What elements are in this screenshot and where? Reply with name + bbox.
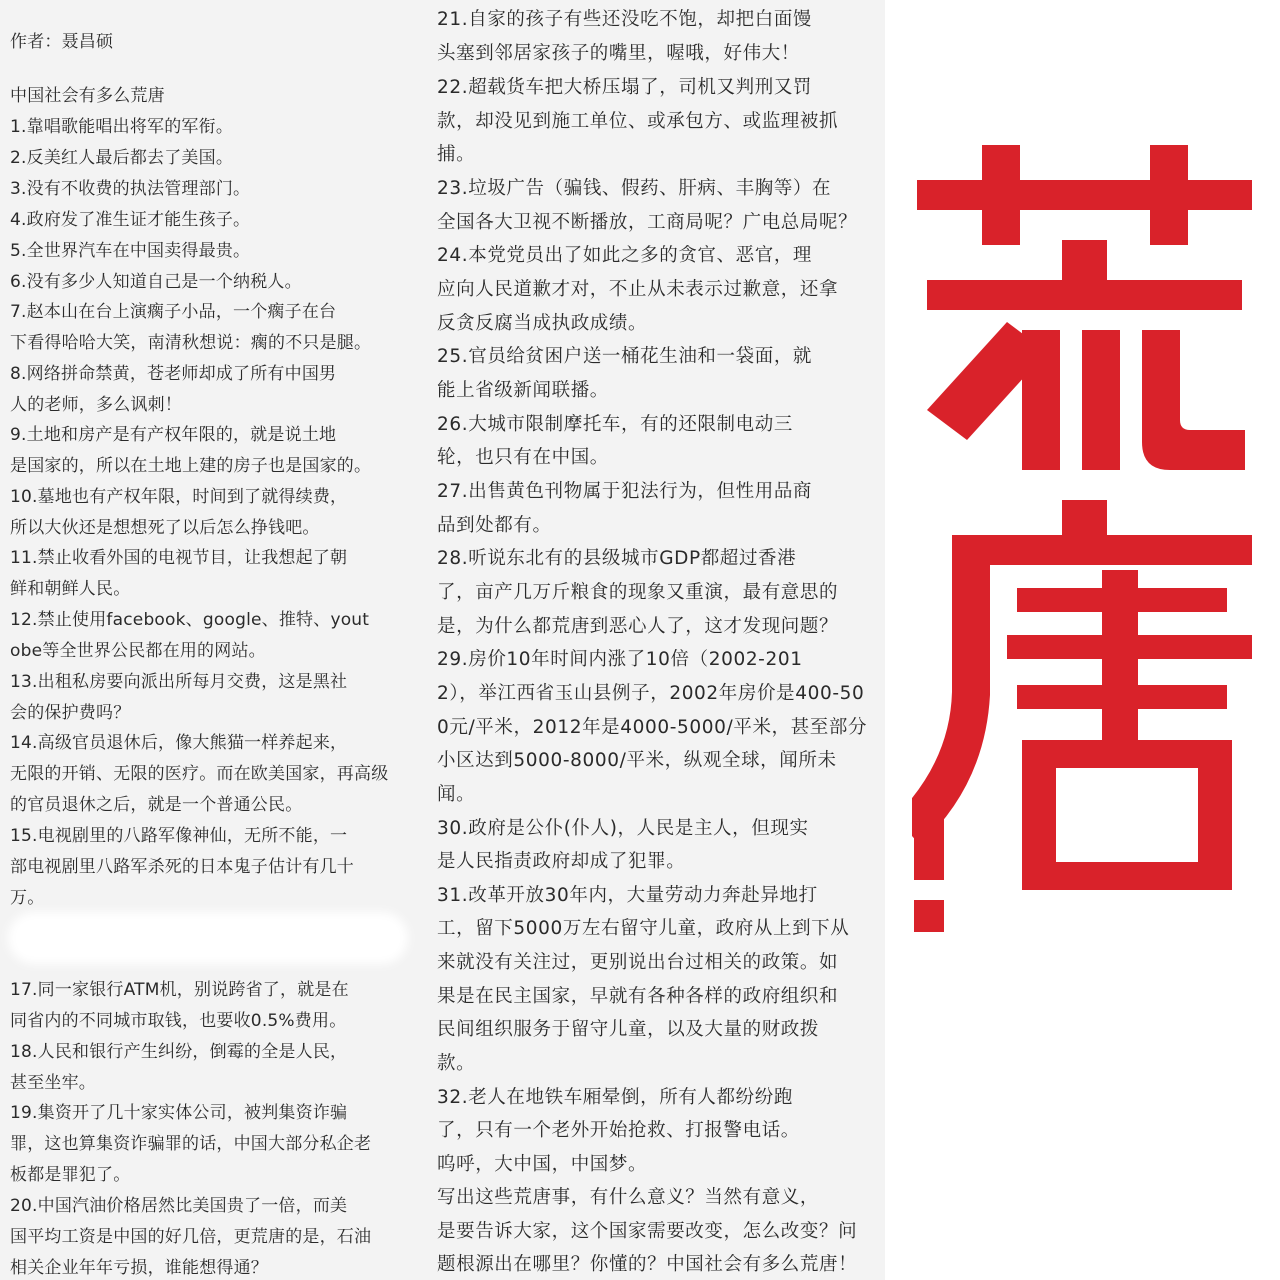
right-line-6: 23.垃圾广告（骗钱、假药、肝病、丰胸等）在 (437, 178, 832, 199)
left-line-26: 15.电视剧里的八路军像神仙，无所不能，一 (10, 826, 348, 846)
right-line-20: 29.房价10年时间内涨了10倍（2002-201 (437, 649, 803, 670)
left-line-14: 是国家的，所以在土地上建的房子也是国家的。 (10, 456, 372, 476)
right-line-29: 来就没有关注过，更别说出台过相关的政策。如 (437, 952, 839, 973)
right-line-5: 捕。 (437, 144, 476, 165)
right-line-34: 了，只有一个老外开始抢救、打报警电话。 (437, 1120, 800, 1141)
left-line-33: 19.集资开了几十家实体公司，被判集资诈骗 (10, 1103, 348, 1123)
left-line-37: 国平均工资是中国的好几倍，更荒唐的是，石油 (10, 1227, 372, 1247)
right-line-13: 26.大城市限制摩托车，有的还限制电动三 (437, 414, 793, 435)
right-line-23: 小区达到5000-8000/平米，纵观全球，闻所未 (437, 750, 837, 771)
right-line-22: 0元/平米，2012年是4000-5000/平米，甚至部分 (437, 717, 868, 738)
right-line-36: 写出这些荒唐事，有什么意义？当然有意义， (437, 1187, 820, 1208)
left-line-2: 中国社会有多么荒唐 (10, 86, 165, 106)
left-line-1: 作者：聂昌硕 (10, 32, 114, 52)
right-line-3: 22.超载货车把大桥压塌了，司机又判刑又罚 (437, 77, 813, 98)
erased-smudge (8, 912, 408, 964)
right-line-17: 28.听说东北有的县级城市GDP都超过香港 (437, 548, 797, 569)
left-line-34: 罪，这也算集资诈骗罪的话，中国大部分私企老 (10, 1134, 372, 1154)
right-line-7: 全国各大卫视不断播放，工商局呢？广电总局呢？ (437, 212, 858, 233)
right-line-12: 能上省级新闻联播。 (437, 380, 609, 401)
right-line-37: 是要告诉大家，这个国家需要改变，怎么改变？问 (437, 1221, 858, 1242)
left-line-18: 鲜和朝鲜人民。 (10, 579, 131, 599)
right-line-15: 27.出售黄色刊物属于犯法行为，但性用品商 (437, 481, 813, 502)
left-line-38: 相关企业年年亏损，谁能想得通？ (10, 1258, 268, 1278)
left-line-36: 20.中国汽油价格居然比美国贵了一倍，而美 (10, 1196, 348, 1216)
left-line-10: 下看得哈哈大笑，南清秋想说：瘸的不只是腿。 (10, 333, 372, 353)
left-line-35: 板都是罪犯了。 (10, 1165, 131, 1185)
left-line-24: 无限的开销、无限的医疗。而在欧美国家，再高级 (10, 764, 389, 784)
left-line-22: 会的保护费吗？ (10, 703, 131, 723)
left-line-5: 3.没有不收费的执法管理部门。 (10, 179, 251, 199)
right-line-14: 轮，也只有在中国。 (437, 447, 609, 468)
left-line-15: 10.墓地也有产权年限，时间到了就得续费， (10, 487, 348, 507)
right-line-38: 题根源出在哪里？你懂的？中国社会有多么荒唐！ (437, 1254, 858, 1275)
left-line-7: 5.全世界汽车在中国卖得最贵。 (10, 241, 251, 261)
left-line-30: 同省内的不同城市取钱，也要收0.5%费用。 (10, 1011, 347, 1031)
left-line-11: 8.网络拼命禁黄，苍老师却成了所有中国男 (10, 364, 337, 384)
left-line-16: 所以大伙还是想想死了以后怎么挣钱吧。 (10, 518, 320, 538)
right-line-9: 应向人民道歉才对，不止从未表示过歉意，还拿 (437, 279, 839, 300)
right-line-8: 24.本党党员出了如此之多的贪官、恶官，理 (437, 245, 813, 266)
left-line-31: 18.人民和银行产生纠纷，倒霉的全是人民， (10, 1042, 348, 1062)
left-line-8: 6.没有多少人知道自己是一个纳税人。 (10, 272, 302, 292)
right-line-16: 品到处都有。 (437, 515, 552, 536)
left-line-20: obe等全世界公民都在用的网站。 (10, 641, 266, 661)
left-line-28: 万。 (10, 888, 45, 908)
right-line-27: 31.改革开放30年内，大量劳动力奔赴异地打 (437, 885, 818, 906)
left-line-21: 13.出租私房要向派出所每月交费，这是黑社 (10, 672, 348, 692)
right-line-11: 25.官员给贫困户送一桶花生油和一袋面，就 (437, 346, 813, 367)
right-line-30: 果是在民主国家，早就有各种各样的政府组织和 (437, 986, 839, 1007)
right-line-18: 了，亩产几万斤粮食的现象又重演，最有意思的 (437, 582, 839, 603)
left-line-32: 甚至坐牢。 (10, 1073, 96, 1093)
left-line-3: 1.靠唱歌能唱出将军的军衔。 (10, 117, 234, 137)
left-line-27: 部电视剧里八路军杀死的日本鬼子估计有几十 (10, 857, 354, 877)
right-line-31: 民间组织服务于留守儿童，以及大量的财政拨 (437, 1019, 820, 1040)
left-line-4: 2.反美红人最后都去了美国。 (10, 148, 234, 168)
right-line-10: 反贪反腐当成执政成绩。 (437, 313, 648, 334)
left-line-25: 的官员退休之后，就是一个普通公民。 (10, 795, 303, 815)
right-line-21: 2），举江西省玉山县例子，2002年房价是400-50 (437, 683, 865, 704)
left-line-19: 12.禁止使用facebook、google、推特、yout (10, 610, 370, 630)
slogan-graphic (912, 140, 1257, 940)
left-line-6: 4.政府发了准生证才能生孩子。 (10, 210, 251, 230)
right-line-24: 闻。 (437, 784, 476, 805)
right-line-1: 21.自家的孩子有些还没吃不饱，却把白面馒 (437, 9, 813, 30)
right-line-35: 呜呼，大中国，中国梦。 (437, 1154, 648, 1175)
left-line-13: 9.土地和房产是有产权年限的，就是说土地 (10, 425, 337, 445)
right-line-2: 头塞到邻居家孩子的嘴里，喔哦，好伟大！ (437, 43, 800, 64)
left-line-23: 14.高级官员退休后，像大熊猫一样养起来， (10, 733, 348, 753)
right-line-33: 32.老人在地铁车厢晕倒，所有人都纷纷跑 (437, 1087, 793, 1108)
right-line-4: 款，却没见到施工单位、或承包方、或监理被抓 (437, 111, 839, 132)
left-line-9: 7.赵本山在台上演瘸子小品，一个瘸子在台 (10, 302, 337, 322)
right-line-26: 是人民指责政府却成了犯罪。 (437, 851, 686, 872)
left-line-12: 人的老师，多么讽刺！ (10, 395, 182, 415)
right-line-28: 工，留下5000万左右留守儿童，政府从上到下从 (437, 918, 850, 939)
left-line-29: 17.同一家银行ATM机，别说跨省了，就是在 (10, 980, 349, 1000)
right-line-25: 30.政府是公仆(仆人)，人民是主人，但现实 (437, 818, 809, 839)
left-line-17: 11.禁止收看外国的电视节目，让我想起了朝 (10, 548, 348, 568)
right-line-32: 款。 (437, 1053, 476, 1074)
right-line-19: 是，为什么都荒唐到恶心人了，这才发现问题？ (437, 616, 839, 637)
